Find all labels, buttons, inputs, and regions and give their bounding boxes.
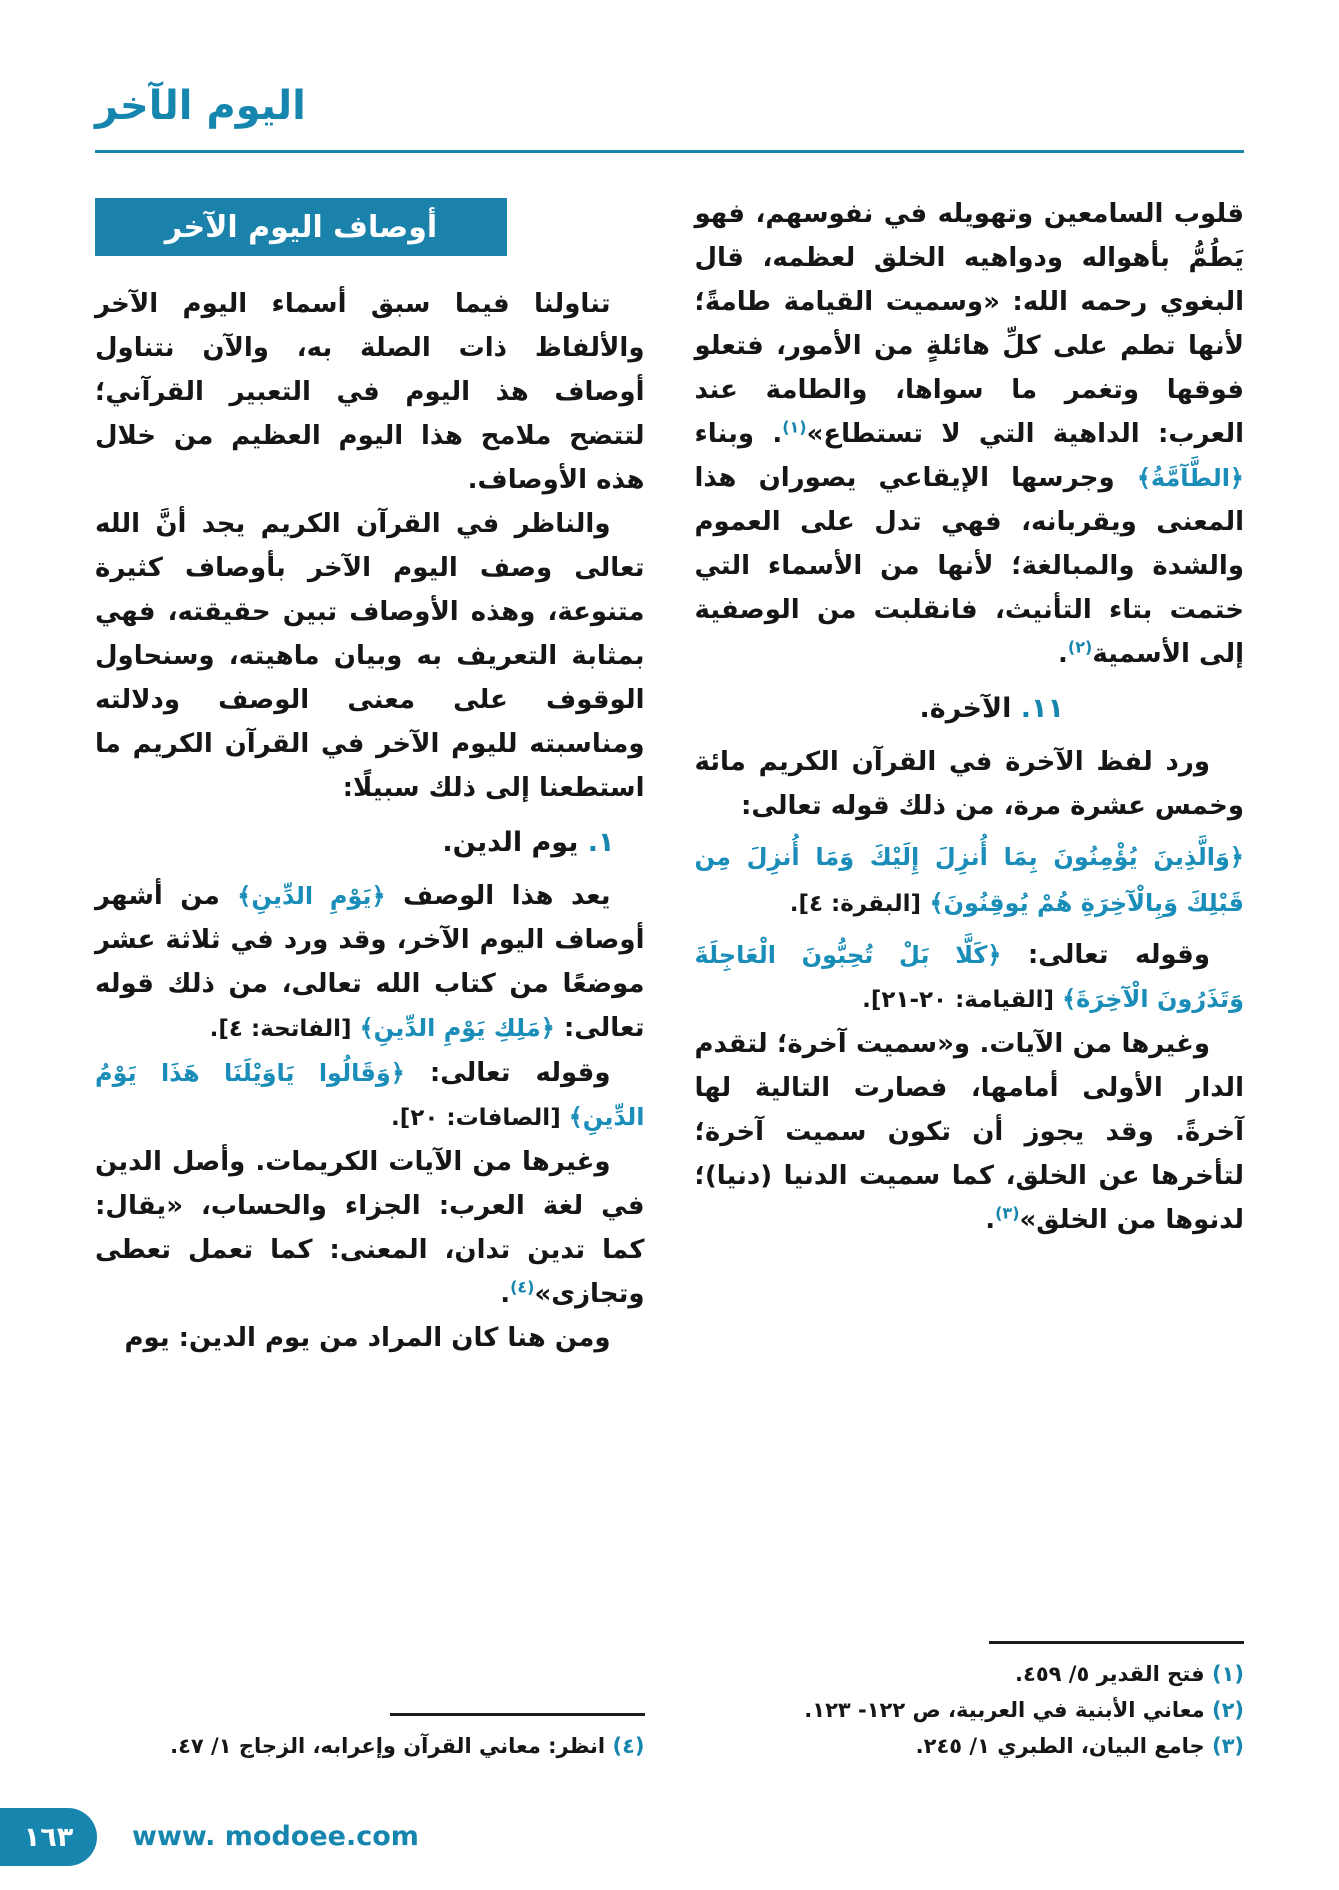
paragraph-akhirah-count: ورد لفظ الآخرة في القرآن الكريم مائة وخمس عشرة مرة، من ذلك قوله تعالى: <box>694 747 1244 821</box>
text-run: . <box>1058 639 1068 669</box>
text-run: يعد هذا الوصف <box>385 881 611 911</box>
footnote-number: (٢) <box>1211 1698 1244 1722</box>
column-right <box>695 192 1245 1764</box>
footnote-marker-4: (٤) <box>510 1277 535 1297</box>
text-run: وغيرها من الآيات الكريمات. وأصل الدين في لغة العرب: الجزاء والحساب، «يقال: كما تدين تدان، المعنى: كما تعمل تعطى وتجازى» <box>95 1147 645 1309</box>
paragraph-intro: تناولنا فيما سبق أسماء اليوم الآخر والألفاظ ذات الصلة به، والآن نتناول أوصاف هذ اليوم في التعبير القرآني؛ لتتضح ملامح هذا اليوم العظيم من خلال هذه الأوصاف. <box>95 289 645 495</box>
verse-reference-saffat: [الصافات: ٢٠]. <box>391 1105 569 1131</box>
footnotes-right <box>695 1641 1245 1764</box>
text-run: وقوله تعالى: <box>404 1058 611 1088</box>
quran-verse-saffat-20: ﴿وَقَالُوا يَاوَيْلَنَا هَذَا يَوْمُ الدِّينِ﴾ <box>95 1059 645 1131</box>
text-run: وقوله تعالى: <box>1001 940 1210 970</box>
paragraph-overview: والناظر في القرآن الكريم يجد أنَّ الله تعالى وصف اليوم الآخر بأوصاف كثيرة متنوعة، وهذه الأوصاف تبين حقيقته، فهي بمثابة التعريف به وبيان ماهيته، وسنحاول الوقوف على معنى الوصف ودلالته ومناسبته لليوم الآخر في القرآن الكريم ما استطعنا إلى ذلك سبيلًا: <box>95 509 645 803</box>
text-run: وغيرها من الآيات. و«سميت آخرة؛ لتقدم الدار الأولى أمامها، فصارت التالية لها آخرةً. وقد يجوز أن تكون سميت آخرة؛ لتأخرها عن الخلق، كما سميت الدنيا (دنيا)؛ لدنوها من الخلق» <box>694 1029 1244 1235</box>
quran-verse-baqarah-4: ﴿وَالَّذِينَ يُؤْمِنُونَ بِمَا أُنزِلَ إِلَيْكَ وَمَا أُنزِلَ مِن قَبْلِكَ وَبِالْآخِرَةِ هُمْ يُوقِنُونَ﴾ <box>694 843 1244 917</box>
column-left <box>95 192 645 1764</box>
quran-verse-tammah: ﴿الطَّآمَّةُ﴾ <box>1136 464 1244 492</box>
footnote-text: معاني الأبنية في العربية، ص ١٢٢- ١٢٣. <box>804 1698 1205 1722</box>
footnote-text: فتح القدير ٥/ ٤٥٩. <box>1015 1662 1205 1686</box>
footnotes-left <box>95 1713 645 1764</box>
verse-reference-qiyamah: [القيامة: ٢٠-٢١]. <box>862 987 1063 1013</box>
footnote-separator <box>989 1641 1244 1644</box>
footnote-number: (١) <box>1211 1662 1244 1686</box>
text-run: وجرسها الإيقاعي يصوران هذا المعنى ويقربانه، فهي تدل على العموم والشدة والمبالغة؛ لأنها من الأسماء التي ختمت بتاء التأنيث، فانقلبت من الوصفية إلى الأسمية <box>694 463 1244 669</box>
paragraph-saffat-verse <box>95 1051 645 1140</box>
footnote-2 <box>695 1692 1245 1728</box>
heading-title: الآخرة. <box>919 693 1012 724</box>
header-divider <box>95 150 1244 153</box>
content-columns <box>95 192 1244 1764</box>
footnote-number: (٤) <box>612 1734 645 1758</box>
page-number: ١٦٣ <box>23 1821 74 1853</box>
text-run: . وبناء <box>694 419 783 449</box>
section-title: أوصاف اليوم الآخر <box>164 209 438 245</box>
quran-verse-qiyamah-20-21: ﴿كَلَّا بَلْ تُحِبُّونَ الْعَاجِلَةَ وَتَذَرُونَ الْآخِرَةَ﴾ <box>694 941 1244 1013</box>
footnote-1 <box>695 1656 1245 1692</box>
footnote-separator <box>390 1713 645 1716</box>
quran-verse-yawm-aldin: ﴿يَوْمِ الدِّينِ﴾ <box>237 882 386 910</box>
footnote-4 <box>95 1728 645 1764</box>
footnote-text: جامع البيان، الطبري ١/ ٢٤٥. <box>915 1734 1205 1758</box>
footnote-number: (٣) <box>1211 1734 1244 1758</box>
website-link[interactable]: www. modoee.com <box>132 1821 419 1852</box>
heading-desc-1-yawm-aldin <box>95 820 645 866</box>
text-run: . <box>985 1205 996 1235</box>
footnote-marker-2: (٢) <box>1067 637 1093 657</box>
footnote-marker-3: (٣) <box>995 1203 1020 1223</box>
heading-name-11-akhirah <box>695 686 1245 732</box>
paragraph-akhirah-naming <box>695 1022 1245 1242</box>
section-title-box <box>95 198 507 256</box>
heading-number: ١١. <box>1020 693 1064 724</box>
paragraph-conclusion-start: ومن هنا كان المراد من يوم الدين: يوم <box>124 1323 611 1353</box>
heading-title: يوم الدين. <box>442 827 579 858</box>
text-run: قلوب السامعين وتهويله في نفوسهم، فهو يَطُمُّ بأهواله ودواهيه الخلق لعظمه، قال البغوي رحمه الله: «وسميت القيامة طامةً؛ لأنها تطم على كلِّ هائلةٍ من الأمور، فتعلو فوقها وتغمر ما سواها، والطامة عند العرب: الداهية التي لا تستطاع» <box>694 199 1244 449</box>
verse-reference-baqarah: [البقرة: ٤]. <box>789 891 922 917</box>
text-run: . <box>500 1279 511 1309</box>
heading-number: ١. <box>587 827 615 858</box>
paragraph-din-meaning <box>95 1140 645 1316</box>
paragraph-yawm-aldin <box>95 874 645 1051</box>
verse-block-baqarah-4 <box>695 834 1245 927</box>
quran-verse-fatihah-4: ﴿مَلِكِ يَوْمِ الدِّينِ﴾ <box>359 1014 555 1042</box>
footnote-3 <box>695 1728 1245 1764</box>
footnote-text: انظر: معاني القرآن وإعرابه، الزجاج ١/ ٤٧. <box>170 1734 606 1758</box>
text-run: من أشهر أوصاف اليوم الآخر، وقد ورد في ثلاثة عشر موضعًا من كتاب الله تعالى، من ذلك قوله تعالى: <box>95 881 645 1043</box>
verse-reference-fatihah: [الفاتحة: ٤]. <box>209 1016 360 1042</box>
footnote-marker-1: (١) <box>782 417 807 437</box>
page-number-tab <box>0 1808 97 1866</box>
paragraph-qiyamah-verse <box>695 933 1245 1022</box>
book-title-logo: اليوم الآخر <box>95 83 306 129</box>
paragraph-tammah-continuation <box>695 192 1245 676</box>
